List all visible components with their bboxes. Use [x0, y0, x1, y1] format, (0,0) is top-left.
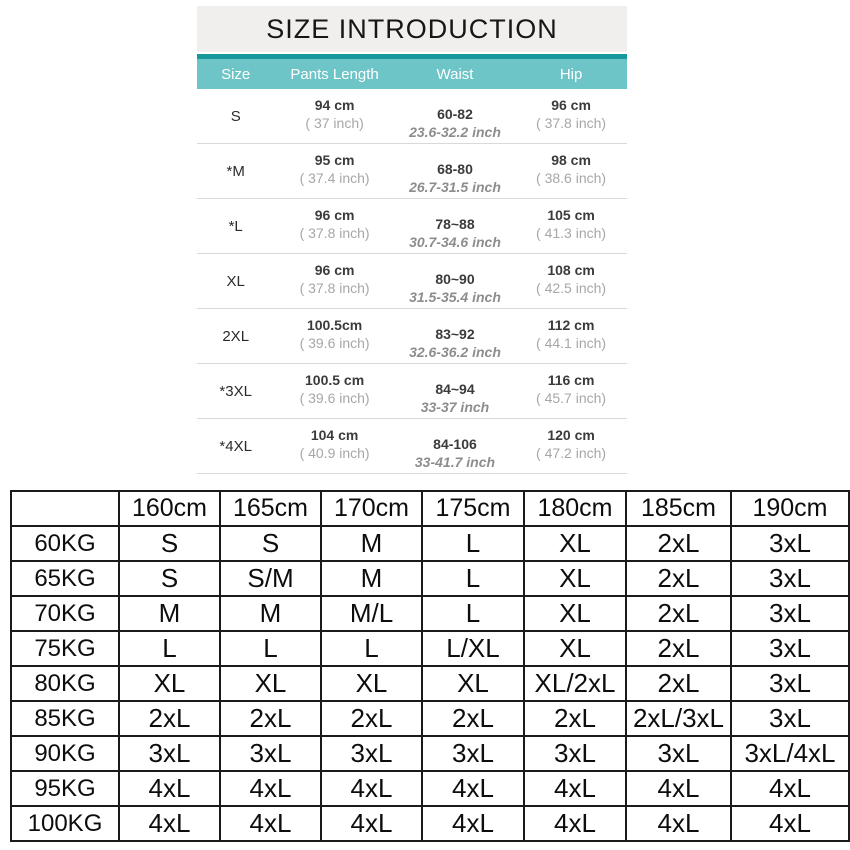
pants-length-cell — [274, 263, 394, 299]
hip-cm-value: 108 cm — [547, 262, 595, 278]
hip-inch-value: ( 38.6 inch) — [536, 170, 607, 186]
height-header-180: 180cm — [524, 491, 626, 526]
pants-length-cell — [274, 208, 394, 244]
size-recommendation-cell: 3xL — [422, 736, 524, 771]
waist-cell — [395, 373, 515, 415]
size-recommendation-cell: 4xL — [626, 771, 731, 806]
size-recommendation-cell: 3xL — [731, 596, 849, 631]
pants-length-inch-value: ( 37.8 inch) — [299, 225, 370, 241]
pants-length-cell — [274, 373, 394, 409]
size-recommendation-cell: 3xL — [524, 736, 626, 771]
pants-length-cm-value: 94 cm — [314, 97, 355, 113]
hip-cell — [515, 98, 627, 134]
size-label: S — [230, 107, 241, 125]
pants-length-cm-value: 100.5 cm — [305, 372, 365, 388]
weight-label-cell: 100KG — [11, 806, 119, 841]
page-title: SIZE INTRODUCTION — [197, 6, 627, 52]
size-recommendation-cell: 2xL — [524, 701, 626, 736]
intro-table-body — [197, 89, 627, 474]
weight-label-cell: 60KG — [11, 526, 119, 561]
pants-length-cm-value: 96 cm — [314, 262, 355, 278]
hip-inch-value: ( 37.8 inch) — [536, 115, 607, 131]
waist-cell — [395, 318, 515, 360]
size-recommendation-cell: 3xL — [220, 736, 321, 771]
waist-range-inch-value: 33-37 inch — [420, 399, 490, 415]
size-recommendation-cell: XL — [524, 561, 626, 596]
hip-inch-value: ( 45.7 inch) — [536, 390, 607, 406]
size-recommendation-cell: 3xL — [731, 561, 849, 596]
waist-range-cm-value: 84~94 — [435, 381, 475, 397]
waist-range-cm-value: 68-80 — [437, 161, 473, 177]
hip-cm-value: 96 cm — [551, 97, 591, 113]
size-label: *M — [226, 162, 245, 180]
waist-range-cm-value: 84-106 — [433, 436, 477, 452]
matrix-row — [11, 526, 849, 561]
size-recommendation-cell: 2xL — [626, 526, 731, 561]
size-recommendation-cell: XL — [524, 526, 626, 561]
size-recommendation-cell: S — [119, 526, 220, 561]
column-header-size: Size — [221, 65, 251, 83]
matrix-row — [11, 631, 849, 666]
size-recommendation-cell: M — [321, 526, 422, 561]
size-recommendation-cell: S — [220, 526, 321, 561]
size-label: *3XL — [219, 382, 252, 400]
size-recommendation-cell: XL — [119, 666, 220, 701]
size-recommendation-cell: 2xL — [626, 666, 731, 701]
hip-cell — [515, 428, 627, 464]
height-header-170: 170cm — [321, 491, 422, 526]
weight-label-cell: 95KG — [11, 771, 119, 806]
hip-cm-value: 112 cm — [547, 317, 595, 333]
pants-length-cell — [274, 428, 394, 464]
hip-inch-value: ( 47.2 inch) — [536, 445, 607, 461]
pants-length-cm-value: 96 cm — [314, 207, 355, 223]
column-header-pants-length: Pants Length — [290, 65, 379, 83]
hip-cell — [515, 373, 627, 409]
pants-length-cm-value: 100.5cm — [306, 317, 363, 333]
intro-table-row — [197, 364, 627, 419]
size-recommendation-cell: 4xL — [422, 806, 524, 841]
pants-length-inch-value: ( 37.4 inch) — [299, 170, 370, 186]
size-recommendation-cell: 4xL — [119, 806, 220, 841]
weight-label-cell: 75KG — [11, 631, 119, 666]
matrix-row — [11, 771, 849, 806]
size-recommendation-cell: 2xL/3xL — [626, 701, 731, 736]
waist-cell — [395, 263, 515, 305]
pants-length-cell — [274, 153, 394, 189]
waist-range-inch-value: 26.7-31.5 inch — [409, 179, 501, 195]
size-recommendation-cell: L/XL — [422, 631, 524, 666]
size-label: *L — [228, 217, 243, 235]
waist-range-inch-value: 31.5-35.4 inch — [409, 289, 501, 305]
size-recommendation-cell: L — [220, 631, 321, 666]
pants-length-inch-value: ( 39.6 inch) — [299, 335, 370, 351]
size-recommendation-cell: L — [422, 561, 524, 596]
size-recommendation-cell: 4xL — [321, 806, 422, 841]
size-recommendation-cell: M — [321, 561, 422, 596]
pants-length-inch-value: ( 39.6 inch) — [299, 390, 370, 406]
matrix-row — [11, 596, 849, 631]
hip-inch-value: ( 41.3 inch) — [536, 225, 607, 241]
hip-inch-value: ( 42.5 inch) — [536, 280, 607, 296]
intro-table-row — [197, 89, 627, 144]
intro-table-row — [197, 144, 627, 199]
hip-cm-value: 116 cm — [547, 372, 595, 388]
height-header-160: 160cm — [119, 491, 220, 526]
matrix-row — [11, 806, 849, 841]
waist-range-inch-value: 23.6-32.2 inch — [409, 124, 501, 140]
size-recommendation-cell: 3xL — [731, 631, 849, 666]
hip-cell — [515, 153, 627, 189]
size-recommendation-cell: 2xL — [626, 631, 731, 666]
pants-length-inch-value: ( 40.9 inch) — [299, 445, 370, 461]
waist-range-cm-value: 60-82 — [437, 106, 473, 122]
waist-range-cm-value: 83~92 — [435, 326, 475, 342]
hip-cm-value: 98 cm — [551, 152, 591, 168]
pants-length-inch-value: ( 37 inch) — [305, 115, 364, 131]
column-header-waist: Waist — [436, 65, 474, 83]
size-recommendation-cell: 3xL/4xL — [731, 736, 849, 771]
size-recommendation-cell: 3xL — [321, 736, 422, 771]
size-recommendation-cell: 4xL — [524, 806, 626, 841]
waist-range-inch-value: 33-41.7 inch — [414, 454, 496, 470]
hip-inch-value: ( 44.1 inch) — [536, 335, 607, 351]
height-header-165: 165cm — [220, 491, 321, 526]
size-introduction-section — [197, 6, 627, 474]
size-recommendation-cell: 3xL — [626, 736, 731, 771]
size-recommendation-cell: 2xL — [321, 701, 422, 736]
size-recommendation-cell: 4xL — [422, 771, 524, 806]
pants-length-cell — [274, 318, 394, 354]
size-recommendation-cell: L — [422, 526, 524, 561]
intro-table-row — [197, 254, 627, 309]
waist-cell — [395, 98, 515, 140]
weight-label-cell: 65KG — [11, 561, 119, 596]
matrix-body — [11, 526, 849, 841]
waist-cell — [395, 208, 515, 250]
matrix-row — [11, 701, 849, 736]
size-recommendation-cell: 4xL — [321, 771, 422, 806]
matrix-row — [11, 561, 849, 596]
intro-table-row — [197, 309, 627, 364]
size-recommendation-cell: 4xL — [626, 806, 731, 841]
weight-label-cell: 85KG — [11, 701, 119, 736]
size-label: 2XL — [222, 327, 250, 345]
size-recommendation-cell: 2xL — [626, 596, 731, 631]
size-recommendation-cell: 2xL — [422, 701, 524, 736]
size-recommendation-cell: 3xL — [731, 666, 849, 701]
pants-length-cell — [274, 98, 394, 134]
size-recommendation-cell: 4xL — [731, 771, 849, 806]
size-recommendation-cell: 4xL — [220, 771, 321, 806]
intro-table-row — [197, 419, 627, 474]
waist-range-cm-value: 80~90 — [435, 271, 475, 287]
size-recommendation-cell: XL/2xL — [524, 666, 626, 701]
height-header-190: 190cm — [731, 491, 849, 526]
pants-length-cm-value: 95 cm — [314, 152, 355, 168]
height-header-175: 175cm — [422, 491, 524, 526]
height-weight-size-table — [10, 490, 850, 842]
hip-cell — [515, 263, 627, 299]
hip-cell — [515, 318, 627, 354]
pants-length-cm-value: 104 cm — [310, 427, 359, 443]
waist-range-inch-value: 30.7-34.6 inch — [409, 234, 501, 250]
matrix-row — [11, 666, 849, 701]
size-recommendation-cell: XL — [321, 666, 422, 701]
corner-cell — [11, 491, 119, 526]
size-recommendation-cell: 4xL — [220, 806, 321, 841]
size-recommendation-cell: L — [119, 631, 220, 666]
size-recommendation-cell: 2xL — [626, 561, 731, 596]
matrix-row — [11, 736, 849, 771]
size-recommendation-cell: 4xL — [524, 771, 626, 806]
size-recommendation-cell: L — [422, 596, 524, 631]
size-recommendation-cell: S/M — [220, 561, 321, 596]
matrix-header-row — [11, 491, 849, 526]
hip-cm-value: 105 cm — [547, 207, 595, 223]
weight-label-cell: 70KG — [11, 596, 119, 631]
size-recommendation-cell: M/L — [321, 596, 422, 631]
size-recommendation-cell: M — [119, 596, 220, 631]
size-recommendation-cell: 3xL — [731, 526, 849, 561]
column-header-hip: Hip — [559, 65, 583, 83]
size-recommendation-cell: XL — [422, 666, 524, 701]
size-recommendation-cell: 3xL — [731, 701, 849, 736]
size-recommendation-cell: L — [321, 631, 422, 666]
waist-range-inch-value: 32.6-36.2 inch — [409, 344, 501, 360]
size-recommendation-cell: 2xL — [220, 701, 321, 736]
size-recommendation-cell: XL — [524, 631, 626, 666]
size-recommendation-cell: 4xL — [731, 806, 849, 841]
hip-cell — [515, 208, 627, 244]
size-label: XL — [226, 272, 245, 290]
hip-cm-value: 120 cm — [547, 427, 595, 443]
size-label: *4XL — [219, 437, 252, 455]
size-recommendation-cell: XL — [524, 596, 626, 631]
size-recommendation-cell: 2xL — [119, 701, 220, 736]
weight-label-cell: 90KG — [11, 736, 119, 771]
size-recommendation-cell: S — [119, 561, 220, 596]
height-header-185: 185cm — [626, 491, 731, 526]
waist-range-cm-value: 78~88 — [435, 216, 475, 232]
intro-table-row — [197, 199, 627, 254]
size-recommendation-cell: 3xL — [119, 736, 220, 771]
size-recommendation-cell: M — [220, 596, 321, 631]
pants-length-inch-value: ( 37.8 inch) — [299, 280, 370, 296]
size-recommendation-cell: 4xL — [119, 771, 220, 806]
intro-table-header-row — [197, 59, 627, 89]
waist-cell — [395, 153, 515, 195]
waist-cell — [395, 428, 515, 470]
weight-label-cell: 80KG — [11, 666, 119, 701]
size-recommendation-cell: XL — [220, 666, 321, 701]
